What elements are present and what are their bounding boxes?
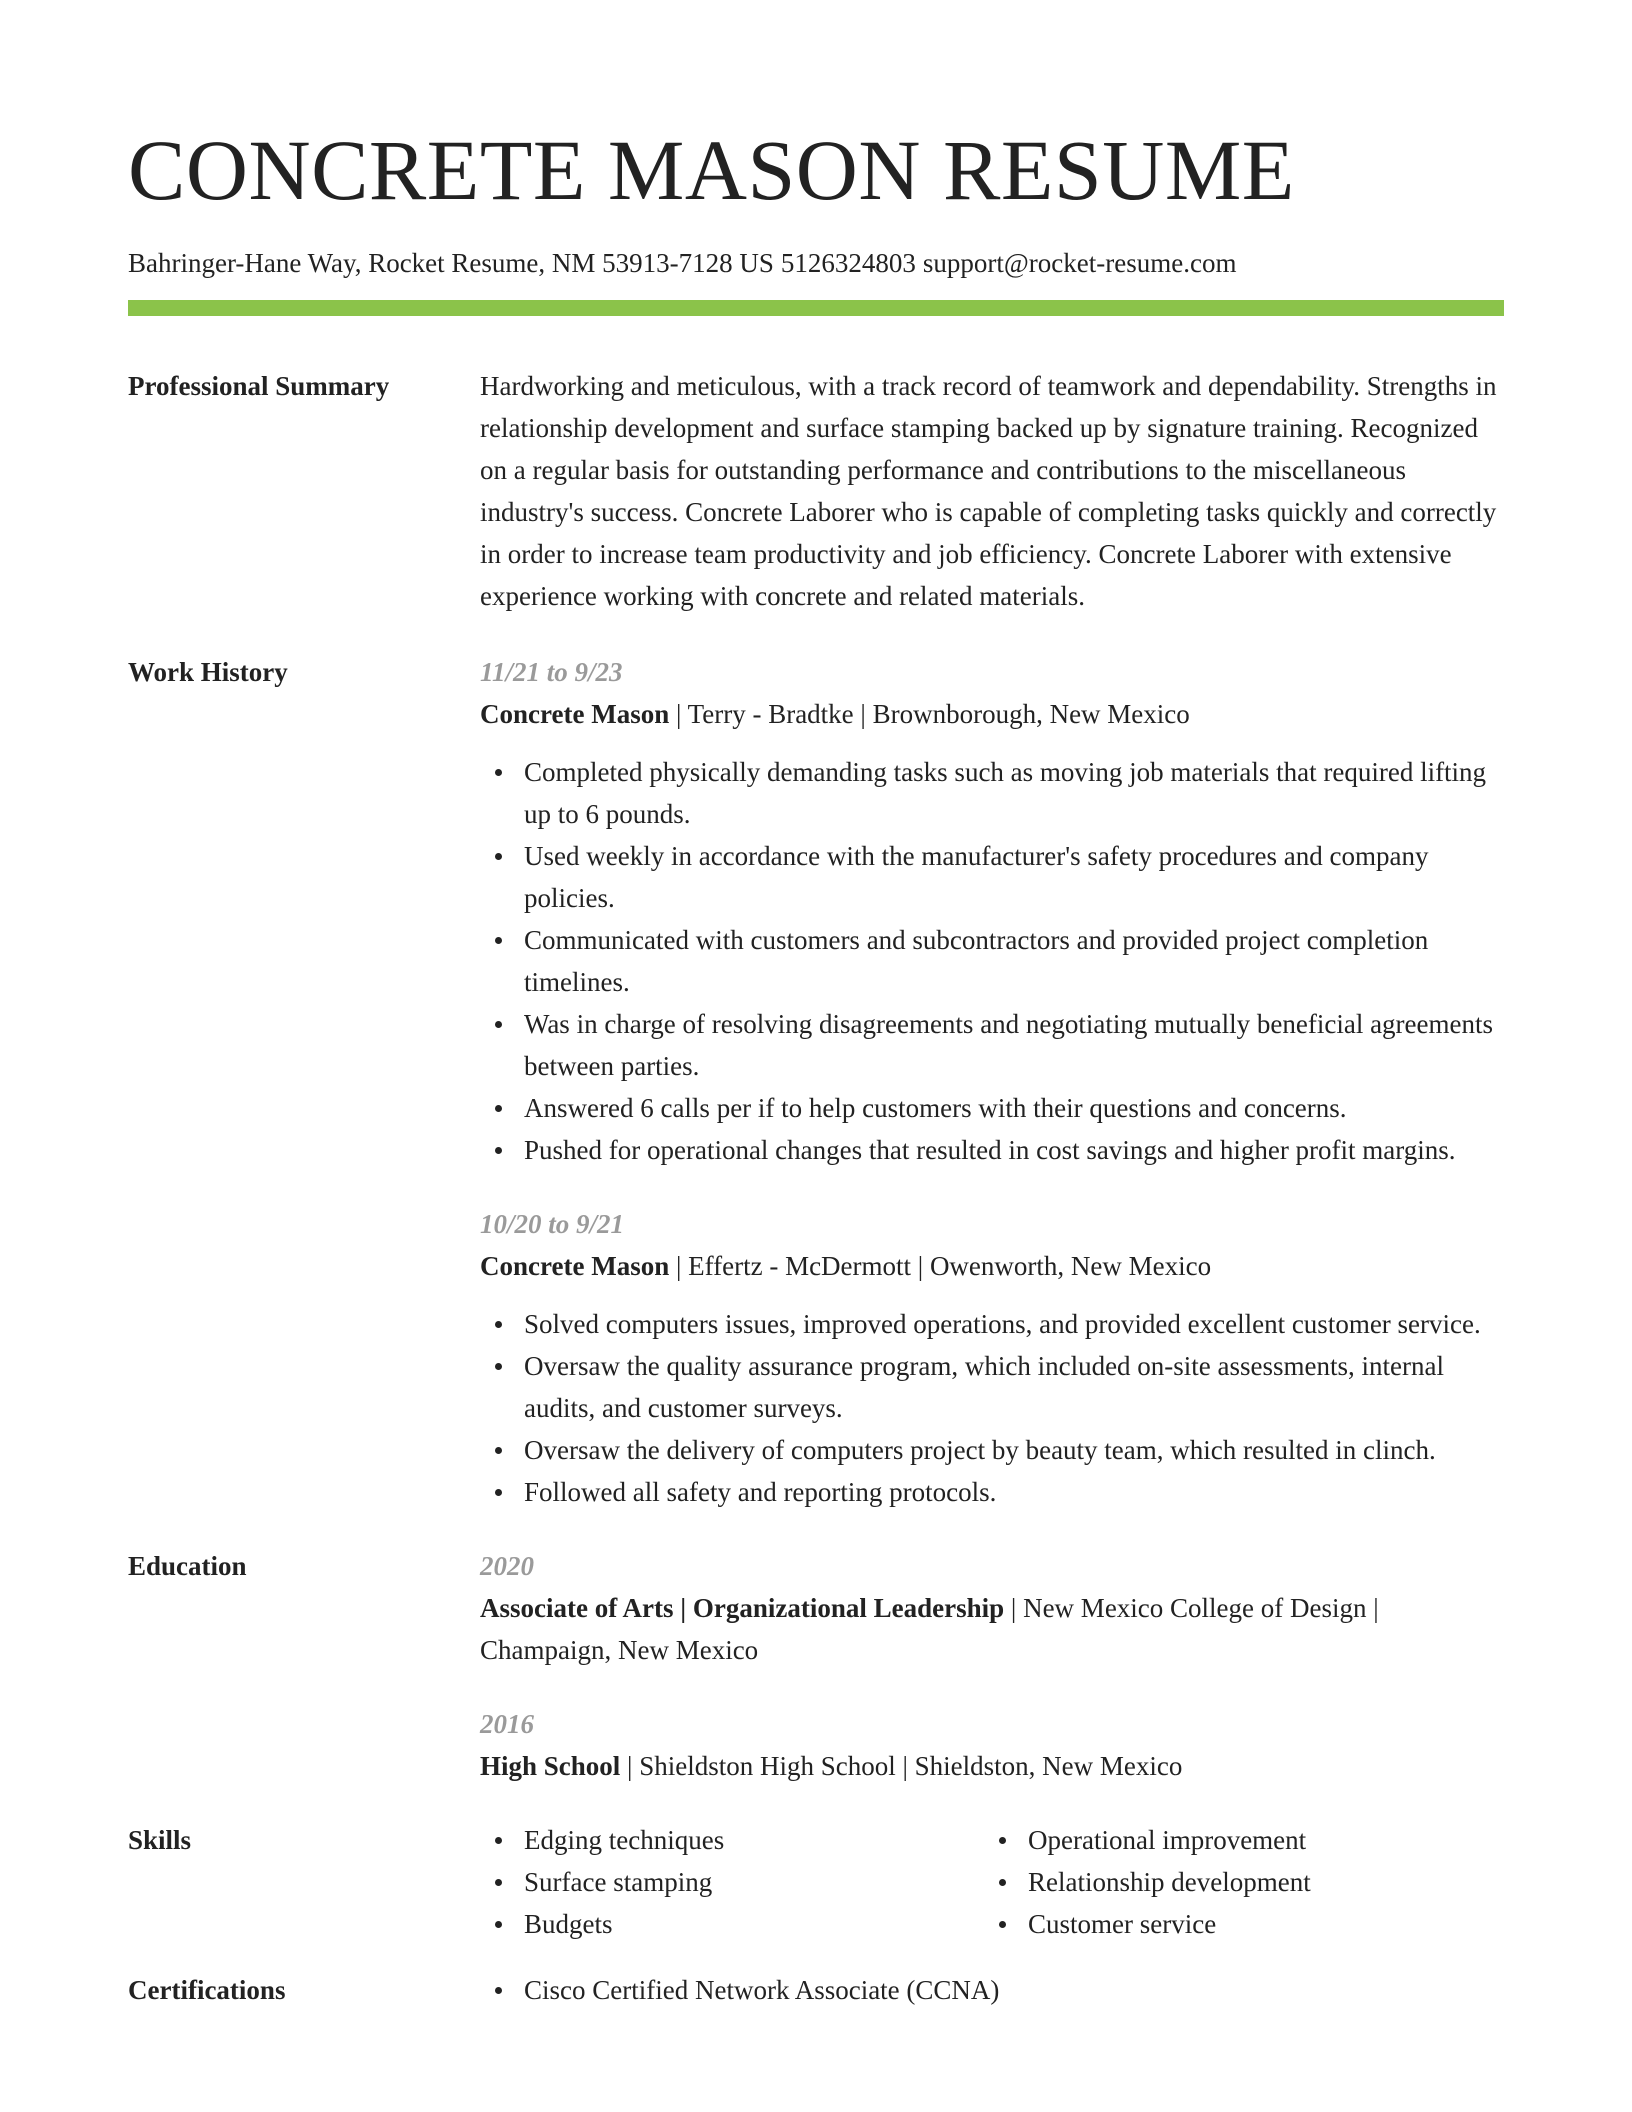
resume-page xyxy=(128,0,1504,2011)
job-entry xyxy=(480,651,1504,1171)
skills-list-right xyxy=(984,1819,1488,1945)
section-label-summary: Professional Summary xyxy=(128,371,390,401)
job-bullet: Oversaw the delivery of computers project by beauty team, which resulted in clinch. xyxy=(480,1429,1504,1471)
section-label-skills: Skills xyxy=(128,1825,192,1855)
education-details: | New Mexico College of Design | Champaign, New Mexico xyxy=(480,1593,1379,1665)
skill-item: Operational improvement xyxy=(984,1819,1488,1861)
job-headline xyxy=(480,693,1504,735)
job-bullets xyxy=(480,751,1504,1171)
section-label-education: Education xyxy=(128,1551,247,1581)
job-bullets xyxy=(480,1303,1504,1513)
skill-item: Relationship development xyxy=(984,1861,1488,1903)
education-entry xyxy=(480,1545,1504,1671)
job-headline xyxy=(480,1245,1504,1287)
skill-item: Surface stamping xyxy=(480,1861,984,1903)
education-year: 2016 xyxy=(480,1709,534,1739)
education-list xyxy=(480,1545,1504,1787)
job-title: Concrete Mason xyxy=(480,699,670,729)
contact-email: support@rocket-resume.com xyxy=(922,248,1237,278)
contact-address: Bahringer-Hane Way, Rocket Resume, NM 53913-7128 US xyxy=(128,248,774,278)
certification-item: Cisco Certified Network Associate (CCNA) xyxy=(480,1969,1504,2011)
contact-phone: 5126324803 xyxy=(780,248,916,278)
skill-item: Edging techniques xyxy=(480,1819,984,1861)
section-label-work-history: Work History xyxy=(128,657,288,687)
job-details: | Effertz - McDermott | Owenworth, New Mexico xyxy=(669,1251,1212,1281)
certifications-section xyxy=(128,1969,1504,2011)
skills-columns xyxy=(480,1819,1504,1945)
education-headline xyxy=(480,1587,1504,1671)
job-bullet: Completed physically demanding tasks such as moving job materials that required lifting up to 6 pounds. xyxy=(480,751,1504,835)
skills-list-left xyxy=(480,1819,984,1945)
job-bullet: Answered 6 calls per if to help customers with their questions and concerns. xyxy=(480,1087,1504,1129)
work-history-list xyxy=(480,651,1504,1513)
resume-title: CONCRETE MASON RESUME xyxy=(128,122,1295,218)
section-label-certifications: Certifications xyxy=(128,1975,286,2005)
skill-item: Customer service xyxy=(984,1903,1488,1945)
job-bullet: Followed all safety and reporting protocols. xyxy=(480,1471,1504,1513)
job-dates: 11/21 to 9/23 xyxy=(480,657,623,687)
skills-section xyxy=(128,1819,1504,1945)
education-entry xyxy=(480,1703,1504,1787)
summary-text: Hardworking and meticulous, with a track record of teamwork and dependability. Strengths in relationship development and surface stamping backed up by signature training. Recognized on a regular basis for outstanding performance and contributions to the miscellaneous industry's success. Concrete Laborer who is capable of completing tasks quickly and correctly in order to increase team productivity and job efficiency. Concrete Laborer with extensive experience working with concrete and related materials. xyxy=(480,371,1497,611)
education-section xyxy=(128,1545,1504,1787)
education-degree: Associate of Arts | Organizational Leadership xyxy=(480,1593,1005,1623)
job-bullet: Pushed for operational changes that resulted in cost savings and higher profit margins. xyxy=(480,1129,1504,1171)
job-bullet: Was in charge of resolving disagreements and negotiating mutually beneficial agreements between parties. xyxy=(480,1003,1504,1087)
education-year: 2020 xyxy=(480,1551,534,1581)
certifications-list-wrap xyxy=(480,1969,1504,2011)
job-title: Concrete Mason xyxy=(480,1251,670,1281)
education-details: | Shieldston High School | Shieldston, New Mexico xyxy=(620,1751,1183,1781)
education-degree: High School xyxy=(480,1751,621,1781)
job-details: | Terry - Bradtke | Brownborough, New Mexico xyxy=(669,699,1190,729)
education-headline xyxy=(480,1745,1504,1787)
job-dates: 10/20 to 9/21 xyxy=(480,1209,625,1239)
job-bullet: Communicated with customers and subcontractors and provided project completion timelines. xyxy=(480,919,1504,1003)
summary-section xyxy=(128,365,1504,617)
accent-divider xyxy=(128,300,1504,316)
work-history-section xyxy=(128,651,1504,1513)
certifications-list xyxy=(480,1969,1504,2011)
job-bullet: Oversaw the quality assurance program, which included on-site assessments, internal audits, and customer surveys. xyxy=(480,1345,1504,1429)
job-bullet: Solved computers issues, improved operations, and provided excellent customer service. xyxy=(480,1303,1504,1345)
contact-line xyxy=(128,246,1504,280)
job-bullet: Used weekly in accordance with the manufacturer's safety procedures and company policies. xyxy=(480,835,1504,919)
job-entry xyxy=(480,1203,1504,1513)
skill-item: Budgets xyxy=(480,1903,984,1945)
